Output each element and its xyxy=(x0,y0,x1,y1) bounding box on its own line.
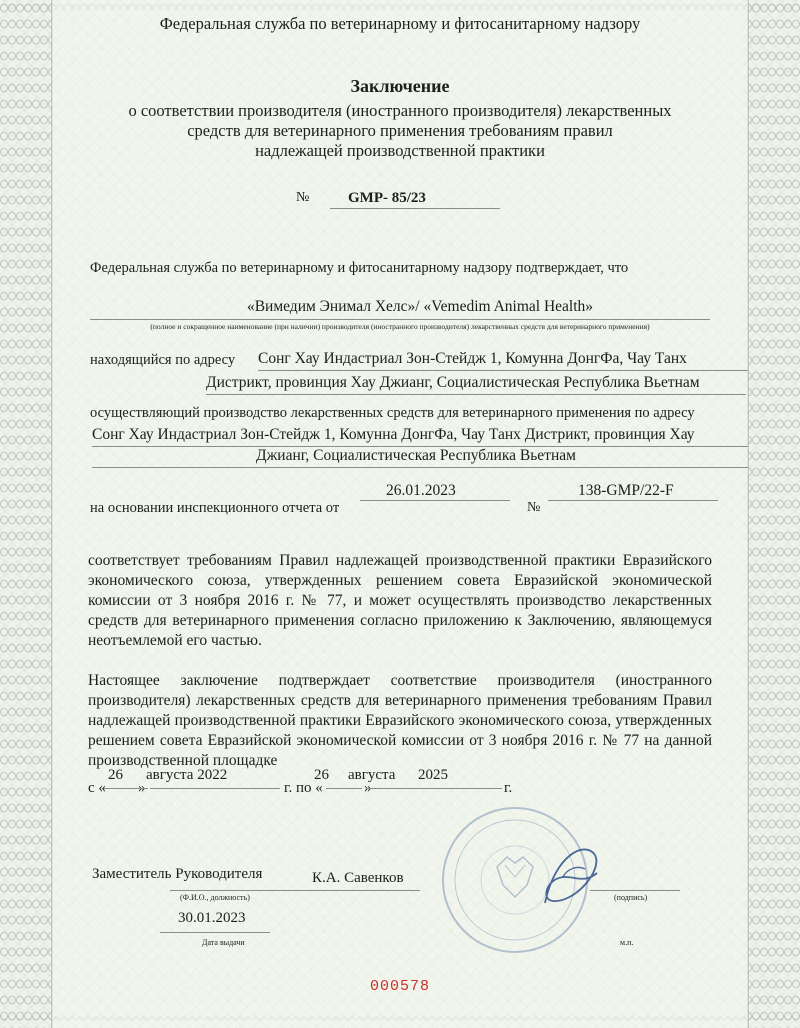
production-address-line-2: Джианг, Социалистическая Республика Вьетнам xyxy=(256,447,576,464)
fio-caption: (Ф.И.О., должность) xyxy=(180,893,250,902)
address-label: находящийся по адресу xyxy=(90,352,236,368)
production-address-line-1: Сонг Хау Индастриал Зон-Стейдж 1, Комунна ДонгФа, Чау Танх Дистрикт, провинция Хау xyxy=(92,426,695,443)
signatory-underline xyxy=(170,890,420,891)
inspection-date: 26.01.2023 xyxy=(386,482,456,499)
validity-from-prefix: с « xyxy=(88,780,106,796)
compliance-paragraph: соответствует требованиям Правил надлежащей производственной практики Евразийского экономического союза, утвержденных решением совета Евразийской экономической комиссии от 3 ноября 2016 г. № 77, и может осуществлять производство лекарственных средств для ветеринарного применения согласно приложению к Заключению, являющемуся неотъемлемой его частью. xyxy=(88,552,712,649)
inspection-number: 138-GMP/22-F xyxy=(578,482,674,499)
validity-to-quote: » xyxy=(364,780,372,796)
to-day-underline xyxy=(326,788,362,789)
validity-mid: г. по « xyxy=(284,780,323,796)
official-seal-icon xyxy=(435,785,615,965)
number-label: № xyxy=(296,190,310,205)
inspection-label: на основании инспекционного отчета от xyxy=(90,500,340,516)
confirmation-paragraph: Настоящее заключение подтверждает соответствие производителя (иностранного производителя) лекарственных средств для ветеринарного применения требованиям Правил надлежащей производственной практики Евразийского экономического союза, утвержденных решением совета Евразийской экономической комиссии от 3 ноября 2016 г. № 77 на данной производственной площадке xyxy=(88,672,712,769)
document-subtitle xyxy=(60,101,740,161)
validity-suffix: г. xyxy=(504,780,513,796)
subtitle-line: средств для ветеринарного применения требованиям правил xyxy=(187,121,613,140)
address-underline-2 xyxy=(206,394,746,395)
from-month-underline xyxy=(150,788,280,789)
production-underline-1 xyxy=(92,446,748,447)
document-title: Заключение xyxy=(350,76,450,96)
issue-date-underline xyxy=(160,932,270,933)
confirmation-text: Федеральная служба по ветеринарному и фитосанитарному надзору подтверждает, что xyxy=(90,260,629,276)
signatory-name: К.А. Савенков xyxy=(312,870,404,886)
inspection-number-label: № xyxy=(527,500,541,515)
issue-date-caption: Дата выдачи xyxy=(202,938,245,947)
subtitle-line: о соответствии производителя (иностранного производителя) лекарственных xyxy=(128,101,672,120)
validity-to-year: 2025 xyxy=(418,767,448,783)
address-line-2: Дистрикт, провинция Хау Джианг, Социалистическая Республика Вьетнам xyxy=(206,374,700,391)
document-number: GMP- 85/23 xyxy=(348,190,426,206)
validity-from-month-year: августа 2022 xyxy=(146,767,228,783)
production-address-label: осуществляющий производство лекарственных средств для ветеринарного применения по адресу xyxy=(90,405,695,421)
number-underline xyxy=(330,208,500,209)
address-line-1: Сонг Хау Индастриал Зон-Стейдж 1, Комунна ДонгФа, Чау Танх xyxy=(258,350,687,367)
company-caption: (полное и сокращенное наименование (при наличии) производителя (иностранного производителя) лекарственных средств для ветеринарного применения) xyxy=(150,322,650,331)
issue-date: 30.01.2023 xyxy=(178,910,246,926)
inspection-date-underline xyxy=(360,500,510,501)
validity-from-day: 26 xyxy=(108,767,123,783)
company-name: «Вимедим Энимал Хелс»/ «Vemedim Animal Health» xyxy=(246,298,594,315)
subtitle-line: надлежащей производственной практики xyxy=(255,141,545,160)
validity-to-day: 26 xyxy=(314,767,329,783)
signatory-position: Заместитель Руководителя xyxy=(92,866,263,882)
validity-from-quote: » xyxy=(138,780,146,796)
from-day-underline xyxy=(104,788,148,789)
validity-to-month: августа xyxy=(348,767,396,783)
signature-caption: (подпись) xyxy=(614,893,648,902)
signature-underline xyxy=(590,890,680,891)
seal-place-caption: м.п. xyxy=(620,938,634,947)
inspection-number-underline xyxy=(548,500,718,501)
serial-number: 000578 xyxy=(369,978,430,995)
address-underline-1 xyxy=(258,370,748,371)
company-underline xyxy=(90,319,710,320)
production-underline-2 xyxy=(92,467,748,468)
agency-header: Федеральная служба по ветеринарному и фитосанитарному надзору xyxy=(159,14,641,33)
